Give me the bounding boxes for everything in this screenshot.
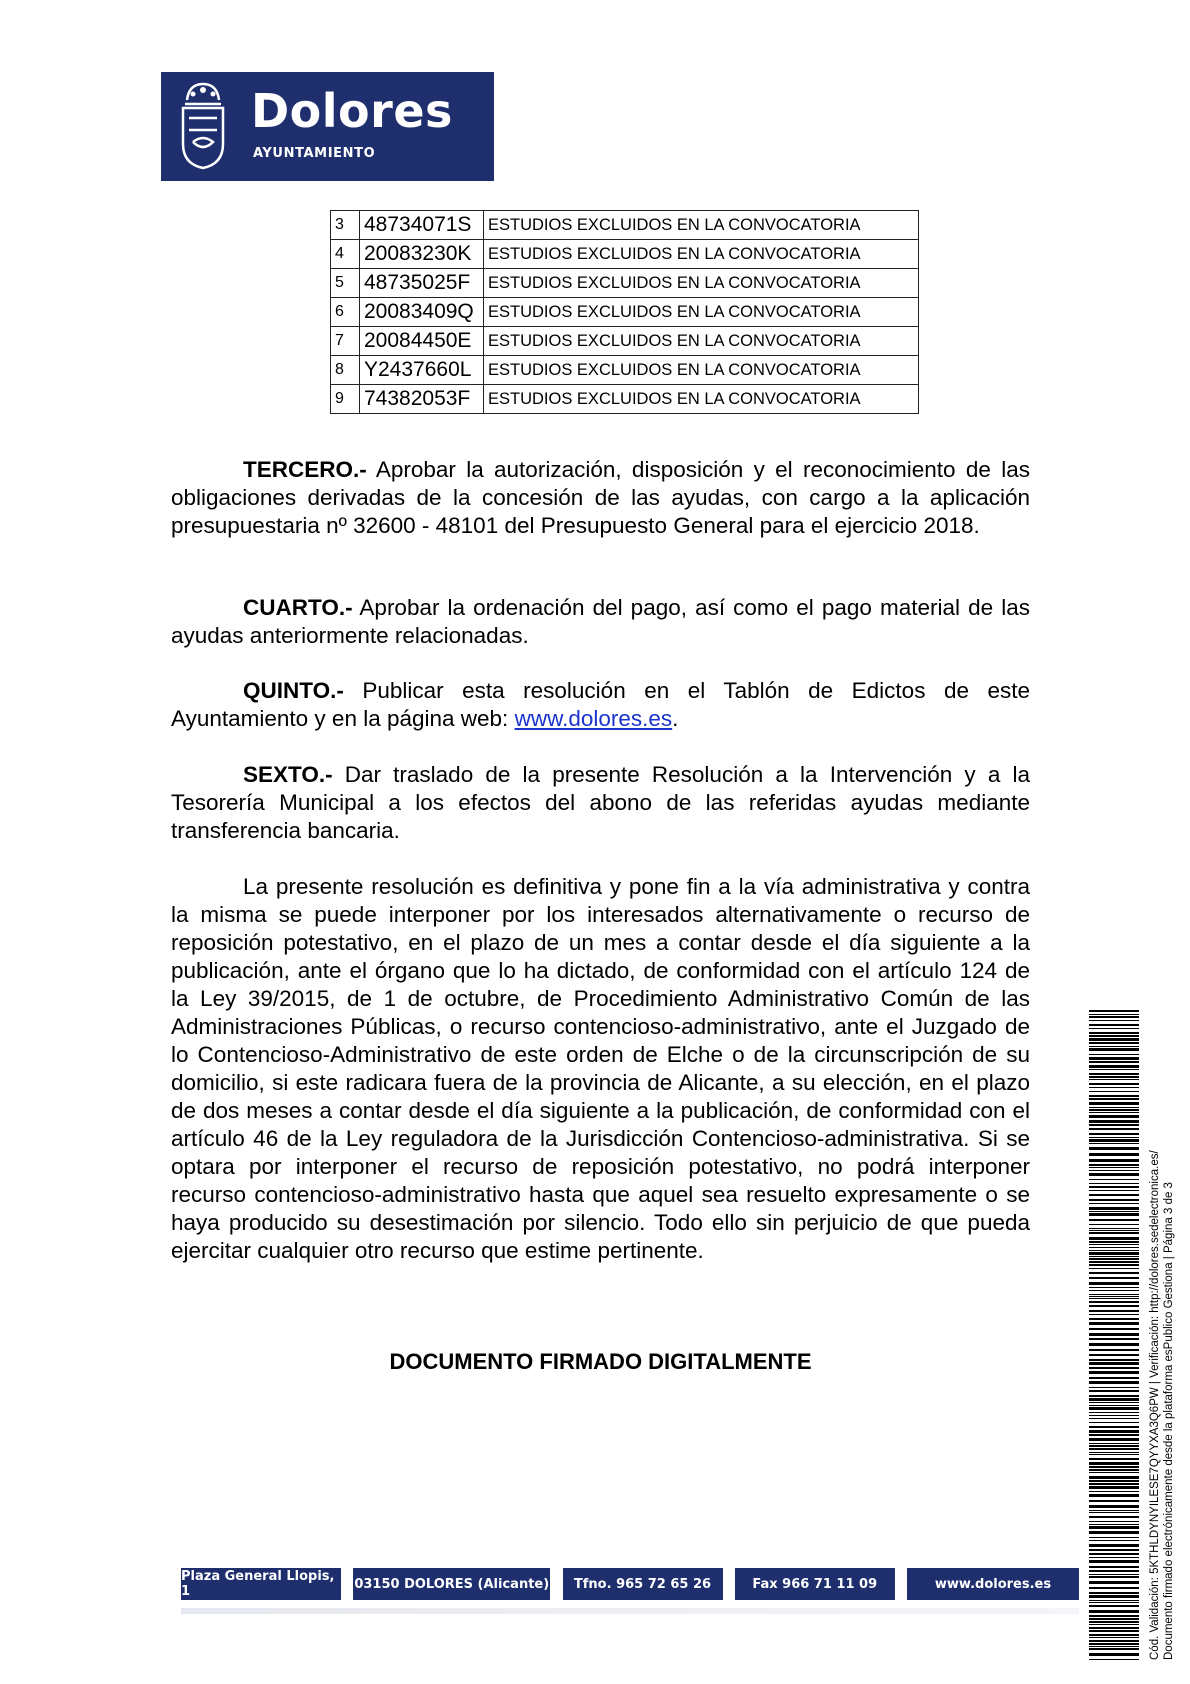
barcode-bar	[1089, 1109, 1139, 1111]
barcode-bar	[1089, 1219, 1139, 1221]
barcode-bar	[1089, 1615, 1139, 1617]
barcode-bar	[1089, 1359, 1139, 1361]
barcode-bar	[1089, 1443, 1139, 1444]
barcode-bar	[1089, 1065, 1139, 1068]
barcode-bar	[1089, 1322, 1139, 1325]
barcode-bar	[1089, 1170, 1139, 1171]
barcode-bar	[1089, 1637, 1139, 1638]
barcode-bar	[1089, 1107, 1139, 1108]
barcode-bar	[1089, 1164, 1139, 1166]
barcode-bar	[1089, 1540, 1139, 1541]
barcode-bar	[1089, 1570, 1139, 1572]
barcode-bar	[1089, 1581, 1139, 1584]
barcode-bar	[1089, 1544, 1139, 1547]
barcode-bar	[1089, 1247, 1139, 1248]
barcode-bar	[1089, 1349, 1139, 1351]
applicant-id: Y2437660L	[360, 356, 484, 385]
barcode-bar	[1089, 1646, 1139, 1647]
barcode-bar	[1089, 1472, 1139, 1473]
section-sexto	[171, 761, 1030, 845]
barcode-bar	[1089, 1048, 1139, 1051]
barcode-bar	[1089, 1549, 1139, 1551]
barcode-bar	[1089, 1194, 1139, 1196]
barcode-bar	[1089, 1452, 1139, 1453]
footer-fax: Fax 966 71 11 09	[735, 1568, 895, 1600]
row-number: 8	[331, 356, 360, 385]
row-number: 7	[331, 327, 360, 356]
barcode-bar	[1089, 1553, 1139, 1555]
barcode-bar	[1089, 1483, 1139, 1485]
barcode-bar	[1089, 1087, 1139, 1088]
section-text: Aprobar la autorización, disposición y el reconocimiento de las obligaciones derivadas de la concesión de las ayudas, con cargo a la aplicación presupuestaria nº 32600 - 48101 del Presupuesto General para el ejercicio 2018.	[171, 457, 1030, 538]
barcode-bar	[1089, 1402, 1139, 1403]
barcode-bar	[1089, 1574, 1139, 1575]
barcode-bar	[1089, 1566, 1139, 1568]
barcode-bar	[1089, 1595, 1139, 1598]
barcode-bar	[1089, 1390, 1139, 1392]
barcode-bar	[1089, 1258, 1139, 1260]
barcode-bar	[1089, 1494, 1139, 1497]
footer-underline	[181, 1608, 1079, 1614]
section-text: Aprobar la ordenación del pago, así como el pago material de las ayudas anteriormente relacionadas.	[171, 595, 1030, 648]
barcode-bar	[1089, 1371, 1139, 1374]
barcode-bar	[1089, 1024, 1139, 1026]
section-recurso: La presente resolución es definitiva y pone fin a la vía administrativa y contra la misma se puede interponer por los interesados alternativamente o recurso de reposición potestativo, en el plazo de un mes a contar desde el día siguiente a la publicación, ante el órgano que lo ha dictado, de conformidad con el artículo 124 de la Ley 39/2015, de 1 de octubre, de Procedimiento Administrativo Común de las Administraciones Públicas, o recurso contencioso-administrativo, ante el Juzgado de lo Contencioso-Administrativo de este orden de Elche o de la circunscripción de su domicilio, si este radicara fuera de la provincia de Alicante, a su elección, en el plazo de dos meses a contar desde el día siguiente a la publicación, de conformidad con el artículo 46 de la Ley reguladora de la Jurisdicción Contencioso-administrativa. Si se optara por interponer el recurso de reposición potestativo, no podrá interponer recurso contencioso-administrativo hasta que aquel sea resuelto expresamente o se haya producido su desestimación por silencio. Todo ello sin perjuicio de que pueda ejercitar cualquier otro recurso que estime pertinente.	[171, 874, 1030, 1263]
barcode-bar	[1089, 1186, 1139, 1188]
barcode-bar	[1089, 1505, 1139, 1508]
barcode-bar	[1089, 1014, 1139, 1015]
barcode-bar	[1089, 1618, 1139, 1620]
barcode-bar	[1089, 1526, 1139, 1529]
barcode-bar	[1089, 1367, 1139, 1369]
barcode-bar	[1089, 1207, 1139, 1210]
footer-web: www.dolores.es	[907, 1568, 1079, 1600]
barcode-bar	[1089, 1653, 1139, 1656]
barcode-bar	[1089, 1426, 1139, 1428]
table-row	[331, 211, 919, 240]
section-cuarto	[171, 594, 1030, 650]
barcode-bar	[1089, 1294, 1139, 1295]
table-row	[331, 298, 919, 327]
table-row	[331, 385, 919, 414]
table-body	[331, 211, 919, 414]
barcode-bar	[1089, 1095, 1139, 1097]
barcode-bar	[1089, 1415, 1139, 1416]
barcode-bar	[1089, 1252, 1139, 1255]
barcode-bar	[1089, 1133, 1139, 1135]
barcode-bar	[1089, 1244, 1139, 1245]
barcode-bar	[1089, 1643, 1139, 1645]
applicant-id: 20083230K	[360, 240, 484, 269]
status-description: ESTUDIOS EXCLUIDOS EN LA CONVOCATORIA	[484, 385, 919, 414]
barcode-bar	[1089, 1232, 1139, 1234]
applicant-id: 48735025F	[360, 269, 484, 298]
barcode-bar	[1089, 1430, 1139, 1433]
status-description: ESTUDIOS EXCLUIDOS EN LA CONVOCATORIA	[484, 211, 919, 240]
barcode-bar	[1089, 1124, 1139, 1126]
section-quinto	[171, 677, 1030, 733]
barcode-bar	[1089, 1069, 1139, 1070]
barcode-bar	[1089, 1362, 1139, 1365]
section-heading: TERCERO.-	[243, 457, 367, 482]
barcode-bar	[1089, 1230, 1139, 1231]
municipality-logo	[161, 72, 494, 181]
barcode-bar	[1089, 1602, 1139, 1603]
barcode-bar	[1089, 1213, 1139, 1216]
table-row	[331, 356, 919, 385]
barcode-bar	[1089, 1076, 1139, 1078]
barcode-bar	[1089, 1333, 1139, 1336]
barcode-bar	[1089, 1224, 1139, 1225]
section-tercero	[171, 456, 1030, 540]
barcode-bar	[1089, 1199, 1139, 1201]
barcode-bar	[1089, 1377, 1139, 1379]
barcode-bar	[1089, 1354, 1139, 1356]
barcode-bar	[1089, 1290, 1139, 1291]
barcode-bar	[1089, 1648, 1139, 1650]
barcode-bar	[1089, 1102, 1139, 1105]
barcode-bar	[1089, 1469, 1139, 1471]
row-number: 9	[331, 385, 360, 414]
barcode-bar	[1089, 1310, 1139, 1312]
coat-of-arms-icon	[175, 78, 231, 174]
barcode-bar	[1089, 1610, 1139, 1613]
barcode-bar	[1089, 1159, 1139, 1162]
barcode-bar	[1089, 1035, 1139, 1037]
barcode-bar	[1089, 1318, 1139, 1320]
page-footer	[181, 1568, 1079, 1600]
status-description: ESTUDIOS EXCLUIDOS EN LA CONVOCATORIA	[484, 356, 919, 385]
barcode-bar	[1089, 1587, 1139, 1589]
barcode-bar	[1089, 1627, 1139, 1629]
barcode-bar	[1089, 1510, 1139, 1511]
barcode-bar	[1089, 1592, 1139, 1594]
status-description: ESTUDIOS EXCLUIDOS EN LA CONVOCATORIA	[484, 269, 919, 298]
barcode-bar	[1089, 1190, 1139, 1191]
barcode-bar	[1089, 1020, 1139, 1021]
barcode-bar	[1089, 1277, 1139, 1279]
footer-city: 03150 DOLORES (Alicante)	[353, 1568, 550, 1600]
barcode-bar	[1089, 1298, 1139, 1299]
barcode-bar	[1089, 1531, 1139, 1534]
barcode-bar	[1089, 1282, 1139, 1285]
barcode-bar	[1089, 1412, 1139, 1413]
barcode-bar	[1089, 1305, 1139, 1307]
barcode-bar	[1089, 1407, 1139, 1410]
applicant-id: 74382053F	[360, 385, 484, 414]
barcode-bar	[1089, 1338, 1139, 1340]
barcode-bar	[1089, 1173, 1139, 1176]
section-text: Publicar esta resolución en el Tablón de Edictos de este Ayuntamiento y en la página web:	[171, 678, 1030, 731]
barcode-bar	[1089, 1137, 1139, 1138]
footer-address: Plaza General Llopis, 1	[181, 1568, 341, 1600]
barcode-bar	[1089, 1261, 1139, 1263]
barcode-bar	[1089, 1179, 1139, 1180]
barcode-bar	[1089, 1098, 1139, 1100]
barcode-bar	[1089, 1183, 1139, 1184]
barcode-bar	[1089, 1560, 1139, 1563]
barcode-bar	[1089, 1211, 1139, 1212]
barcode-bar	[1089, 1480, 1139, 1482]
barcode-bar	[1089, 1458, 1139, 1460]
barcode-bar	[1089, 1091, 1139, 1092]
barcode-bar	[1089, 1605, 1139, 1607]
barcode-bar	[1089, 1083, 1139, 1085]
excluded-applicants-table	[330, 210, 919, 414]
barcode-bar	[1089, 1634, 1139, 1636]
barcode-bar	[1089, 1143, 1139, 1144]
barcode-bar	[1089, 1120, 1139, 1123]
barcode-bar	[1089, 1576, 1139, 1578]
section-heading: QUINTO.-	[243, 678, 344, 703]
barcode-bar	[1089, 1167, 1139, 1168]
barcode-bar	[1089, 1381, 1139, 1384]
barcode-bar	[1089, 1512, 1139, 1513]
barcode-bar	[1089, 1038, 1139, 1041]
barcode-bar	[1089, 1462, 1139, 1465]
applicant-id: 20083409Q	[360, 298, 484, 327]
barcode-bar	[1089, 1287, 1139, 1288]
barcode-bar	[1089, 1115, 1139, 1118]
barcode-bar	[1089, 1491, 1139, 1492]
status-description: ESTUDIOS EXCLUIDOS EN LA CONVOCATORIA	[484, 327, 919, 356]
logo-name: Dolores	[251, 84, 453, 138]
barcode-bar	[1089, 1557, 1139, 1558]
barcode-bar	[1089, 1228, 1139, 1229]
barcode-bar	[1089, 1057, 1139, 1060]
section-text-end: .	[672, 706, 679, 731]
validation-barcode-icon	[1089, 1010, 1139, 1660]
signature-notice: DOCUMENTO FIRMADO DIGITALMENTE	[389, 1349, 812, 1374]
row-number: 5	[331, 269, 360, 298]
table-row	[331, 240, 919, 269]
barcode-bar	[1089, 1028, 1139, 1029]
barcode-bar	[1089, 1147, 1139, 1150]
section-heading: SEXTO.-	[243, 762, 333, 787]
section-text: Dar traslado de la presente Resolución a la Intervención y a la Tesorería Municipal a los efectos del abono de las referidas ayudas mediante transferencia bancaria.	[171, 762, 1030, 843]
barcode-bar	[1089, 1079, 1139, 1080]
barcode-bar	[1089, 1448, 1139, 1450]
barcode-bar	[1089, 1328, 1139, 1330]
barcode-bar	[1089, 1500, 1139, 1502]
barcode-bar	[1089, 1621, 1139, 1623]
validation-side-text	[1148, 1000, 1176, 1660]
barcode-bar	[1089, 1046, 1139, 1047]
barcode-bar	[1089, 1476, 1139, 1479]
barcode-bar	[1089, 1466, 1139, 1468]
barcode-bar	[1089, 1434, 1139, 1436]
applicant-id: 48734071S	[360, 211, 484, 240]
barcode-bar	[1089, 1630, 1139, 1632]
website-link[interactable]: www.dolores.es	[514, 706, 673, 731]
barcode-bar	[1089, 1061, 1139, 1063]
row-number: 6	[331, 298, 360, 327]
barcode-bar	[1089, 1445, 1139, 1447]
barcode-bar	[1089, 1256, 1139, 1257]
barcode-bar	[1089, 1438, 1139, 1441]
barcode-bar	[1089, 1073, 1139, 1075]
barcode-bar	[1089, 1032, 1139, 1034]
barcode-bar	[1089, 1268, 1139, 1269]
barcode-bar	[1089, 1343, 1139, 1346]
table-row	[331, 327, 919, 356]
barcode-bar	[1089, 1042, 1139, 1044]
table-row	[331, 269, 919, 298]
barcode-bar	[1089, 1405, 1139, 1406]
barcode-bar	[1089, 1153, 1139, 1156]
footer-phone: Tfno. 965 72 65 26	[563, 1568, 723, 1600]
barcode-bar	[1089, 1422, 1139, 1423]
barcode-bar	[1089, 1398, 1139, 1401]
barcode-bar	[1089, 1524, 1139, 1525]
barcode-bar	[1089, 1454, 1139, 1455]
barcode-bar	[1089, 1600, 1139, 1601]
barcode-bar	[1089, 1624, 1139, 1625]
row-number: 3	[331, 211, 360, 240]
barcode-bar	[1089, 1237, 1139, 1240]
barcode-bar	[1089, 1054, 1139, 1055]
barcode-bar	[1089, 1241, 1139, 1243]
barcode-bar	[1089, 1296, 1139, 1297]
logo-subtitle: AYUNTAMIENTO	[253, 146, 376, 161]
barcode-bar	[1089, 1016, 1139, 1018]
barcode-bar	[1089, 1640, 1139, 1642]
barcode-bar	[1089, 1250, 1139, 1251]
barcode-bar	[1089, 1395, 1139, 1397]
status-description: ESTUDIOS EXCLUIDOS EN LA CONVOCATORIA	[484, 240, 919, 269]
barcode-bar	[1089, 1418, 1139, 1419]
barcode-bar	[1089, 1272, 1139, 1274]
barcode-bar	[1089, 1659, 1139, 1660]
barcode-bar	[1089, 1010, 1139, 1012]
barcode-bar	[1089, 1486, 1139, 1489]
applicant-id: 20084450E	[360, 327, 484, 356]
validation-line: Cód. Validación: 5KTHLDYNYILESE7QYYXA3Q6PW | Verificación: http://dolores.sedelectronica.es/	[1149, 1150, 1161, 1660]
barcode-bar	[1089, 1301, 1139, 1303]
barcode-bar	[1089, 1314, 1139, 1315]
row-number: 4	[331, 240, 360, 269]
barcode-bar	[1089, 1387, 1139, 1388]
barcode-bar	[1089, 1521, 1139, 1522]
barcode-bar	[1089, 1128, 1139, 1130]
signature-line: Documento firmado electrónicamente desde la plataforma esPublico Gestiona | Página 3 de 3	[1163, 1182, 1175, 1660]
barcode-bar	[1089, 1203, 1139, 1204]
barcode-bar	[1089, 1516, 1139, 1518]
barcode-bar	[1089, 1139, 1139, 1142]
status-description: ESTUDIOS EXCLUIDOS EN LA CONVOCATORIA	[484, 298, 919, 327]
section-heading: CUARTO.-	[243, 595, 353, 620]
barcode-bar	[1089, 1112, 1139, 1113]
barcode-bar	[1089, 1264, 1139, 1266]
barcode-bar	[1089, 1537, 1139, 1538]
